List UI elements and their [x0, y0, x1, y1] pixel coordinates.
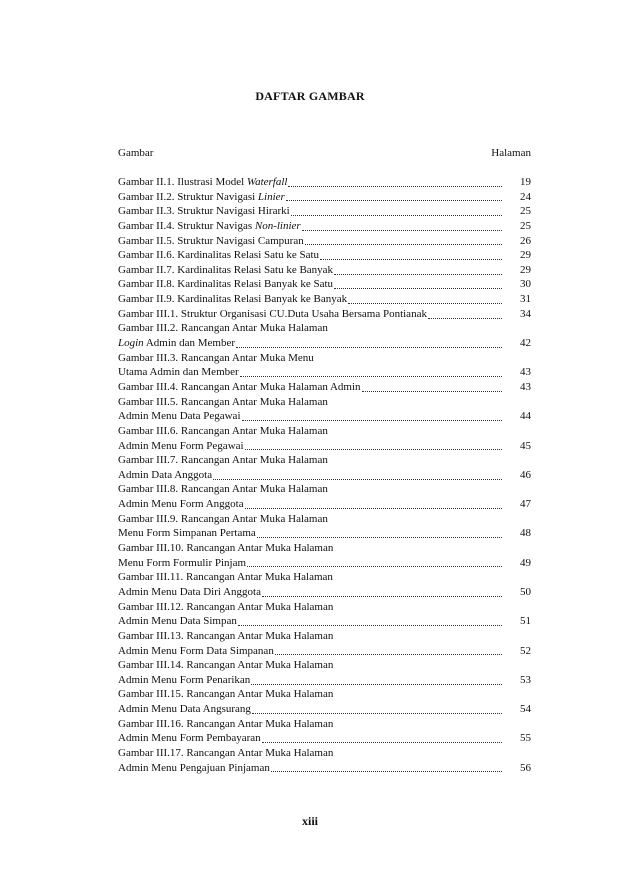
dot-leader: [348, 303, 502, 304]
figure-caption-part: Gambar III.4. Rancangan Antar Muka Halaman Admin: [118, 380, 361, 393]
figure-caption-part: Gambar III.1. Struktur Organisasi CU.Duta Usaha Bersama Pontianak: [118, 307, 427, 320]
figure-caption-part: Admin Menu Pengajuan Pinjaman: [118, 761, 270, 774]
figure-entry-line: [118, 234, 531, 249]
figure-caption-text: [118, 497, 244, 512]
figure-entry-line-continued: [118, 482, 531, 497]
figure-entry-line: [118, 761, 531, 776]
figure-entry-line: [118, 336, 531, 351]
figure-caption-text: [118, 175, 287, 190]
dot-leader: [251, 684, 502, 685]
figure-caption-part: Admin Menu Data Pegawai: [118, 410, 241, 423]
figure-entry-line: [118, 526, 531, 541]
figure-entry-line-continued: [118, 541, 531, 556]
figure-caption-part: Gambar III.11. Rancangan Antar Muka Halaman: [118, 571, 333, 584]
figure-page-number: 44: [520, 410, 531, 423]
figure-entry-line: [118, 380, 531, 395]
figure-caption-part: Gambar II.1. Ilustrasi Model: [118, 176, 247, 188]
figure-entry-line-continued: [118, 570, 531, 585]
figure-page-number: 56: [520, 761, 531, 774]
figure-caption-text: [118, 512, 328, 527]
figure-entry-line-continued: [118, 395, 531, 410]
figure-entry-line: [118, 731, 531, 746]
figure-entry-line: [118, 673, 531, 688]
dot-leader: [362, 391, 502, 392]
figure-caption-text: [118, 687, 333, 702]
column-header-halaman: Halaman: [491, 147, 531, 159]
figure-caption-italic: Non-linier: [254, 219, 301, 232]
figure-caption-part: Gambar III.16. Rancangan Antar Muka Halaman: [118, 717, 334, 730]
figure-caption-part: Gambar III.5. Rancangan Antar Muka Halaman: [118, 395, 328, 408]
figure-page-number: 26: [520, 234, 531, 247]
figure-page-number: 31: [520, 293, 531, 306]
figure-entry-line: [118, 190, 531, 205]
figure-caption-text: [118, 600, 333, 615]
figure-entry-line: [118, 439, 531, 454]
figure-page-number: 42: [520, 337, 531, 350]
figure-entry-line: [118, 468, 531, 483]
figure-caption-text: [118, 614, 237, 629]
figure-caption-part: Gambar III.9. Rancangan Antar Muka Halaman: [118, 512, 328, 525]
dot-leader: [320, 259, 502, 260]
figure-entry-line: [118, 497, 531, 512]
figure-entry-line: [118, 204, 531, 219]
figure-list: [118, 175, 531, 775]
figure-caption-text: [118, 585, 261, 600]
figure-caption-italic: Login: [118, 337, 144, 350]
figure-entry-line-continued: [118, 321, 531, 336]
figure-caption-text: [118, 731, 261, 746]
figure-caption-part: Gambar III.6. Rancangan Antar Muka Halaman: [118, 424, 328, 437]
figure-caption-part: Gambar II.7. Kardinalitas Relasi Satu ke Banyak: [118, 263, 334, 276]
figure-page-number: 25: [520, 219, 531, 232]
figure-entry-line-continued: [118, 512, 531, 527]
figure-caption-text: [118, 219, 301, 234]
dot-leader: [242, 420, 503, 421]
figure-entry-line: [118, 614, 531, 629]
figure-caption-part: Admin dan Member: [143, 337, 236, 350]
figure-caption-text: [118, 482, 328, 497]
figure-caption-text: [118, 336, 235, 351]
figure-caption-part: Admin Menu Form Pegawai: [118, 439, 244, 452]
figure-page-number: 24: [520, 190, 531, 203]
figure-entry-line: [118, 263, 531, 278]
figure-caption-part: Gambar III.3. Rancangan Antar Muka Menu: [118, 351, 314, 364]
figure-caption-part: Gambar III.10. Rancangan Antar Muka Halaman: [118, 542, 334, 555]
figure-entry-line-continued: [118, 453, 531, 468]
figure-caption-text: [118, 658, 333, 673]
dot-leader: [428, 318, 502, 319]
figure-entry-line: [118, 219, 531, 234]
dot-leader: [257, 537, 502, 538]
figure-caption-part: Admin Menu Data Angsurang: [118, 703, 251, 716]
figure-caption-text: [118, 409, 241, 424]
figure-page-number: 25: [520, 205, 531, 218]
figure-caption-part: Admin Menu Form Anggota: [118, 498, 244, 511]
column-header-gambar: Gambar: [118, 147, 154, 159]
figure-caption-text: [118, 321, 328, 336]
figure-page-number: 19: [520, 176, 531, 188]
figure-entry-line-continued: [118, 687, 531, 702]
figure-caption-text: [118, 570, 333, 585]
figure-page-number: 48: [520, 527, 531, 540]
figure-entry-line-continued: [118, 658, 531, 673]
figure-caption-text: [118, 468, 212, 483]
figure-entry-line: [118, 365, 531, 380]
dot-leader: [262, 742, 502, 743]
figure-page-number: 52: [520, 644, 531, 657]
figure-caption-part: Gambar II.5. Struktur Navigasi Campuran: [118, 234, 304, 247]
dot-leader: [305, 244, 502, 245]
dot-leader: [275, 654, 502, 655]
figure-caption-text: [118, 526, 256, 541]
figure-entry-line: [118, 307, 531, 322]
figure-caption-part: Gambar III.12. Rancangan Antar Muka Halaman: [118, 600, 334, 613]
figure-caption-part: Admin Menu Data Diri Anggota: [118, 585, 261, 598]
figure-page-number: 29: [520, 249, 531, 262]
figure-entry-line: [118, 175, 531, 190]
dot-leader: [271, 771, 502, 772]
figure-caption-text: [118, 746, 333, 761]
figure-caption-text: [118, 190, 285, 205]
figure-page-number: 47: [520, 498, 531, 511]
figure-caption-part: Admin Menu Form Penarikan: [118, 673, 251, 686]
dot-leader: [262, 596, 502, 597]
figure-page-number: 29: [520, 263, 531, 276]
figure-caption-italic: Waterfall: [246, 176, 288, 188]
dot-leader: [334, 274, 502, 275]
dot-leader: [245, 508, 502, 509]
figure-entry-line-continued: [118, 424, 531, 439]
figure-caption-text: [118, 644, 274, 659]
page-number: xiii: [301, 814, 318, 828]
figure-caption-part: Gambar III.13. Rancangan Antar Muka Halaman: [118, 629, 334, 642]
figure-caption-text: [118, 204, 290, 219]
figure-caption-part: Gambar II.9. Kardinalitas Relasi Banyak ke Banyak: [118, 293, 348, 306]
figure-caption-part: Gambar III.2. Rancangan Antar Muka Halaman: [118, 322, 328, 335]
figure-caption-part: Gambar III.15. Rancangan Antar Muka Halaman: [118, 688, 334, 701]
figure-caption-italic: Linier: [257, 190, 285, 203]
dot-leader: [288, 186, 502, 187]
figure-caption-text: [118, 351, 314, 366]
figure-caption-text: [118, 292, 347, 307]
figure-caption-part: Menu Form Simpanan Pertama: [118, 527, 256, 540]
figure-page-number: 34: [520, 307, 531, 320]
figure-caption-text: [118, 702, 251, 717]
figure-entry-line: [118, 292, 531, 307]
figure-caption-text: [118, 556, 246, 571]
figure-caption-part: Gambar III.8. Rancangan Antar Muka Halaman: [118, 483, 328, 496]
dot-leader: [286, 200, 502, 201]
figure-caption-part: Gambar II.8. Kardinalitas Relasi Banyak ke Satu: [118, 278, 334, 291]
dot-leader: [245, 449, 502, 450]
figure-caption-text: [118, 453, 328, 468]
figure-caption-text: [118, 234, 304, 249]
figure-caption-text: [118, 307, 427, 322]
dot-leader: [238, 625, 502, 626]
figure-entry-line: [118, 702, 531, 717]
figure-page-number: 53: [520, 673, 531, 686]
figure-page-number: 30: [520, 278, 531, 291]
dot-leader: [240, 376, 502, 377]
figure-caption-part: Gambar III.14. Rancangan Antar Muka Halaman: [118, 659, 334, 672]
figure-caption-part: Admin Data Anggota: [118, 468, 213, 481]
figure-caption-part: Admin Menu Form Pembayaran: [118, 732, 261, 745]
figure-entry-line-continued: [118, 351, 531, 366]
figure-entry-line-continued: [118, 629, 531, 644]
figure-caption-part: Admin Menu Data Simpan: [118, 615, 237, 628]
figure-caption-part: Admin Menu Form Data Simpanan: [118, 644, 274, 657]
figure-caption-part: Menu Form Formulir Pinjam: [118, 556, 247, 569]
figure-entry-line-continued: [118, 717, 531, 732]
figure-page-number: 45: [520, 439, 531, 452]
figure-caption-text: [118, 424, 328, 439]
dot-leader: [213, 479, 502, 480]
figure-entry-line: [118, 248, 531, 263]
figure-caption-text: [118, 629, 333, 644]
figure-page-number: 49: [520, 556, 531, 569]
dot-leader: [236, 347, 502, 348]
figure-caption-text: [118, 365, 239, 380]
figure-entry-line: [118, 556, 531, 571]
figure-caption-text: [118, 395, 328, 410]
figure-page-number: 54: [520, 703, 531, 716]
dot-leader: [291, 215, 502, 216]
dot-leader: [252, 713, 502, 714]
figure-caption-part: Utama Admin dan Member: [118, 366, 239, 379]
figure-page-number: 43: [520, 366, 531, 379]
figure-page-number: 51: [520, 615, 531, 628]
figure-caption-text: [118, 761, 270, 776]
figure-caption-text: [118, 717, 333, 732]
figure-caption-part: Gambar II.6. Kardinalitas Relasi Satu ke Satu: [118, 249, 320, 262]
column-header: [118, 147, 531, 159]
figure-entry-line-continued: [118, 746, 531, 761]
figure-caption-part: Gambar II.4. Struktur Navigas: [118, 219, 255, 232]
figure-page-number: 55: [520, 732, 531, 745]
figure-caption-text: [118, 541, 333, 556]
figure-page-number: 50: [520, 585, 531, 598]
figure-entry-line: [118, 644, 531, 659]
figure-page-number: 43: [520, 380, 531, 393]
dot-leader: [302, 230, 502, 231]
figure-caption-text: [118, 263, 333, 278]
page-title: DAFTAR GAMBAR: [255, 89, 365, 103]
figure-entry-line: [118, 585, 531, 600]
figure-caption-text: [118, 673, 250, 688]
figure-entry-line: [118, 409, 531, 424]
dot-leader: [247, 566, 502, 567]
figure-caption-text: [118, 248, 319, 263]
figure-page-number: 46: [520, 468, 531, 481]
figure-caption-text: [118, 439, 244, 454]
figure-caption-part: Gambar II.3. Struktur Navigasi Hirarki: [118, 205, 290, 218]
figure-caption-part: Gambar III.17. Rancangan Antar Muka Halaman: [118, 746, 334, 759]
figure-caption-text: [118, 380, 361, 395]
dot-leader: [334, 288, 502, 289]
figure-entry-line: [118, 277, 531, 292]
figure-entry-line-continued: [118, 600, 531, 615]
figure-caption-part: Gambar II.2. Struktur Navigasi: [118, 190, 258, 203]
figure-caption-text: [118, 277, 333, 292]
figure-caption-part: Gambar III.7. Rancangan Antar Muka Halaman: [118, 454, 328, 467]
